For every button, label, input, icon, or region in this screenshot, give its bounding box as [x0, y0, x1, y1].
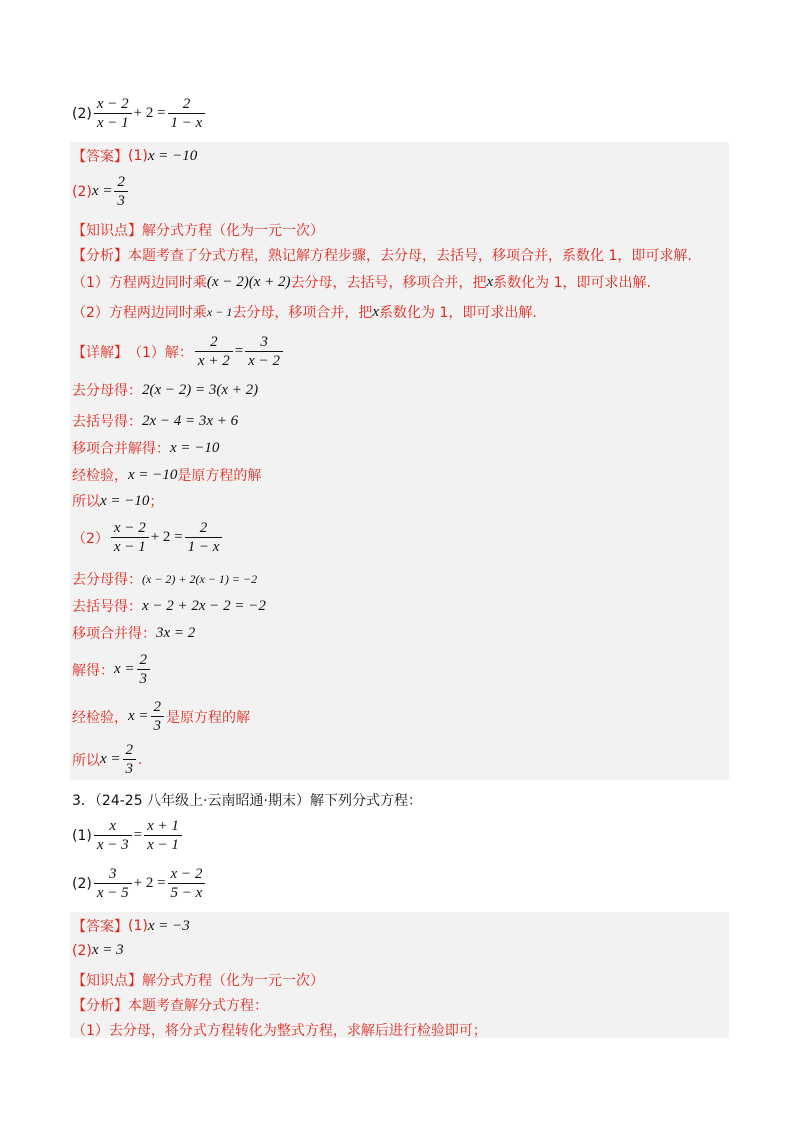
text: 去分母得：: [72, 383, 142, 399]
text: 移项合并得：: [72, 626, 156, 642]
math: x = −10: [128, 466, 178, 483]
math: 2x − 4 = 3x + 6: [142, 412, 239, 429]
text: ；: [149, 494, 164, 510]
text: 去括号得：: [72, 599, 142, 615]
analysis-tag: 【分析】: [72, 998, 128, 1014]
analysis-line: [72, 995, 268, 1015]
analysis-text: 本题考查解分式方程：: [128, 998, 268, 1014]
text: 系数化为 1，即可求出解.: [493, 275, 651, 291]
detail-step: [72, 569, 257, 589]
math: x − 1: [206, 304, 233, 319]
fraction: $\frac{x - 2}{5 - x}$: [168, 866, 206, 901]
knowledge-line: [72, 970, 324, 990]
math: 2(x − 2) = 3(x + 2): [142, 381, 259, 398]
knowledge-tag: 【知识点】: [72, 223, 142, 239]
fraction: $\frac{2}{3}$: [114, 174, 128, 209]
answer-line-2: [72, 174, 130, 209]
knowledge-text: 解分式方程（化为一元一次）: [142, 223, 324, 239]
math: x − 2 + 2x − 2 = −2: [142, 597, 266, 614]
text: 解得：: [72, 662, 114, 679]
analysis-text: 本题考查了分式方程，熟记解方程步骤，去分母，去括号，移项合并，系数化 1，即可求解.: [128, 248, 692, 264]
fraction: $\frac{2}{3}$: [151, 699, 165, 734]
fraction: $\frac{2}{1 - x}$: [185, 520, 223, 555]
text: 所以: [72, 752, 100, 769]
text: 是原方程的解: [166, 709, 251, 726]
detail-step: [72, 742, 142, 777]
text: （2）方程两边同时乘: [72, 305, 207, 321]
operator: =: [234, 343, 244, 359]
analysis-step-text: （1）去分母，将分式方程转化为整式方程，求解后进行检验即可；: [72, 1023, 487, 1039]
question-source: （24-25 八年级上·云南昭通·期末）: [94, 793, 310, 809]
question-prompt: 解下列分式方程：: [309, 793, 422, 809]
detail-step: [72, 491, 163, 511]
detail-step: [72, 652, 152, 687]
question-3-header: [72, 790, 422, 810]
question-label: (1): [72, 827, 92, 844]
text: 移项合并解得：: [72, 441, 170, 457]
answer-value: x = −3: [147, 917, 190, 934]
detail-line-1: [72, 334, 285, 369]
math: (x − 2) + 2(x − 1) = −2: [142, 571, 258, 586]
answer-lhs: x =: [91, 183, 113, 199]
text: .: [138, 751, 143, 768]
detail-step: [72, 596, 266, 616]
question-3-part-1: [72, 818, 184, 853]
question-3-part-2: [72, 866, 207, 901]
answer-label: (2): [72, 942, 92, 959]
detail-step: [72, 623, 195, 643]
analysis-step-1: [72, 1020, 487, 1040]
math: (x − 2)(x + 2): [206, 273, 291, 290]
detail-step: [72, 438, 219, 458]
knowledge-tag: 【知识点】: [72, 973, 142, 989]
text: 经检验，: [72, 468, 128, 484]
fraction: $\frac{2}{1 - x}$: [168, 96, 206, 131]
question-2-prev: [72, 96, 207, 131]
text: 是原方程的解: [177, 468, 262, 484]
fraction: $\frac{2}{3}$: [137, 652, 151, 687]
detail-step: [72, 411, 238, 431]
answer-label: (2): [72, 183, 92, 200]
text: 去分母得：: [72, 572, 142, 588]
fraction: $\frac{x}{x - 3}$: [94, 818, 132, 853]
math: x = −10: [100, 492, 150, 509]
question-label: (2): [72, 875, 92, 892]
question-number: 3．: [72, 793, 95, 809]
text: 系数化为 1，即可求出解.: [379, 305, 537, 321]
analysis-step-1: [72, 272, 651, 292]
math: x = −10: [170, 439, 220, 456]
answer-tag: 【答案】: [72, 149, 128, 165]
knowledge-line: [72, 220, 324, 240]
answer-label: (1): [128, 918, 148, 934]
text: 所以: [72, 494, 100, 510]
fraction: $\frac{x + 1}{x - 1}$: [144, 818, 182, 853]
detail-step: [72, 465, 261, 485]
detail-step: [72, 380, 258, 400]
knowledge-text: 解分式方程（化为一元一次）: [142, 973, 324, 989]
detail-label: （1）解：: [128, 344, 193, 361]
detail-line-2: [72, 520, 224, 555]
fraction: $\frac{2}{3}$: [123, 742, 137, 777]
answer-tag: 【答案】: [72, 919, 128, 935]
math: x =: [114, 661, 135, 677]
answer-value: x = −10: [147, 147, 198, 164]
answer-line-1: [72, 146, 197, 166]
fraction: $\frac{x - 2}{x - 1}$: [94, 96, 132, 131]
text: 去分母，去括号，移项合并，把: [290, 275, 487, 291]
answer-label: (1): [128, 148, 148, 164]
answer-line-1: [72, 916, 190, 936]
text: 去括号得：: [72, 414, 142, 430]
math: x: [372, 303, 380, 320]
analysis-tag: 【分析】: [72, 248, 128, 264]
operator: + 2 =: [133, 875, 166, 891]
operator: =: [133, 827, 143, 843]
fraction: $\frac{3}{x - 2}$: [245, 334, 283, 369]
detail-label: （2）: [72, 530, 109, 547]
fraction: $\frac{2}{x + 2}$: [195, 334, 233, 369]
math: 3x = 2: [156, 624, 196, 641]
analysis-step-2: [72, 302, 537, 322]
answer-line-2: [72, 942, 124, 959]
detail-tag: 【详解】: [72, 344, 128, 361]
math: x =: [100, 751, 121, 767]
text: （1）方程两边同时乘: [72, 275, 207, 291]
math: x: [486, 273, 494, 290]
operator: + 2 =: [133, 105, 166, 121]
math: x =: [128, 708, 149, 724]
fraction: $\frac{x - 2}{x - 1}$: [111, 520, 149, 555]
text: 经检验，: [72, 709, 128, 726]
fraction: $\frac{3}{x - 5}$: [94, 866, 132, 901]
question-label: (2): [72, 105, 92, 122]
detail-step: [72, 699, 250, 734]
text: 去分母，移项合并，把: [232, 305, 373, 321]
analysis-line: [72, 245, 692, 265]
answer-value: x = 3: [91, 942, 124, 958]
operator: + 2 =: [150, 529, 183, 545]
